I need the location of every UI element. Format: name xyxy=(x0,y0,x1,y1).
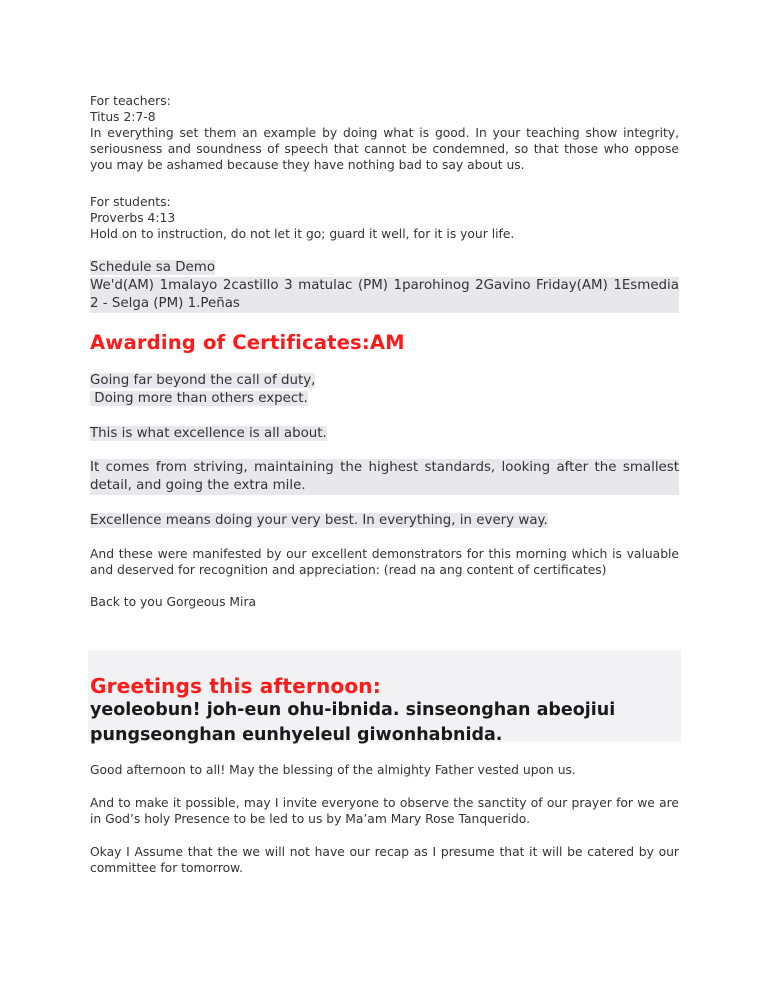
greetings-body xyxy=(90,762,679,876)
awarding-paragraph-4: Excellence means doing your very best. In everything, in every way. xyxy=(90,513,548,528)
awarding-paragraph-2: This is what excellence is all about. xyxy=(90,426,327,441)
greetings-subheading: yeoleobun! joh-eun ohu-ibnida. sinseonghan abeojiui pungseonghan eunhyeleul giwonhabnida. xyxy=(90,700,616,745)
students-section xyxy=(90,194,679,242)
teachers-label: For teachers: xyxy=(90,94,171,108)
awarding-body xyxy=(90,372,679,610)
teachers-verse-text: In everything set them an example by doing what is good. In your teaching show integrity, seriousness and soundness of speech that cannot be condemned, so that those who oppose you may be ashamed because they have nothing bad to say about us. xyxy=(90,126,679,172)
awarding-paragraph-6: Back to you Gorgeous Mira xyxy=(90,595,257,609)
students-verse-text: Hold on to instruction, do not let it go; guard it well, for it is your life. xyxy=(90,227,515,241)
schedule-section xyxy=(90,259,679,313)
schedule-title: Schedule sa Demo xyxy=(90,260,216,275)
greetings-paragraph-1: Good afternoon to all! May the blessing of the almighty Father vested upon us. xyxy=(90,763,576,777)
teachers-verse-ref: Titus 2:7-8 xyxy=(90,110,156,124)
awarding-paragraph-3: It comes from striving, maintaining the highest standards, looking after the smallest detail, and going the extra mile. xyxy=(90,460,679,493)
awarding-line-2: Doing more than others expect. xyxy=(90,391,308,406)
students-verse-ref: Proverbs 4:13 xyxy=(90,211,176,225)
awarding-heading: Awarding of Certificates:AM xyxy=(90,331,405,354)
awarding-line-1: Going far beyond the call of duty, xyxy=(90,373,316,388)
awarding-paragraph-5: And these were manifested by our excellent demonstrators for this morning which is valuable and deserved for recognition and appreciation: (read na ang content of certificates) xyxy=(90,547,679,577)
greetings-paragraph-2: And to make it possible, may I invite everyone to observe the sanctity of our prayer for we are in God’s holy Presence to be led to us by Ma’am Mary Rose Tanquerido. xyxy=(90,796,679,826)
greetings-paragraph-3: Okay I Assume that the we will not have our recap as I presume that it will be catered by our committee for tomorrow. xyxy=(90,845,679,875)
greetings-heading-block xyxy=(90,674,679,748)
schedule-text: We'd(AM) 1malayo 2castillo 3 matulac (PM) 1parohinog 2Gavino Friday(AM) 1Esmedia 2 - Selga (PM) 1.Peñas xyxy=(90,278,679,311)
greetings-heading: Greetings this afternoon: xyxy=(90,674,381,698)
students-label: For students: xyxy=(90,195,171,209)
teachers-section xyxy=(90,93,679,173)
